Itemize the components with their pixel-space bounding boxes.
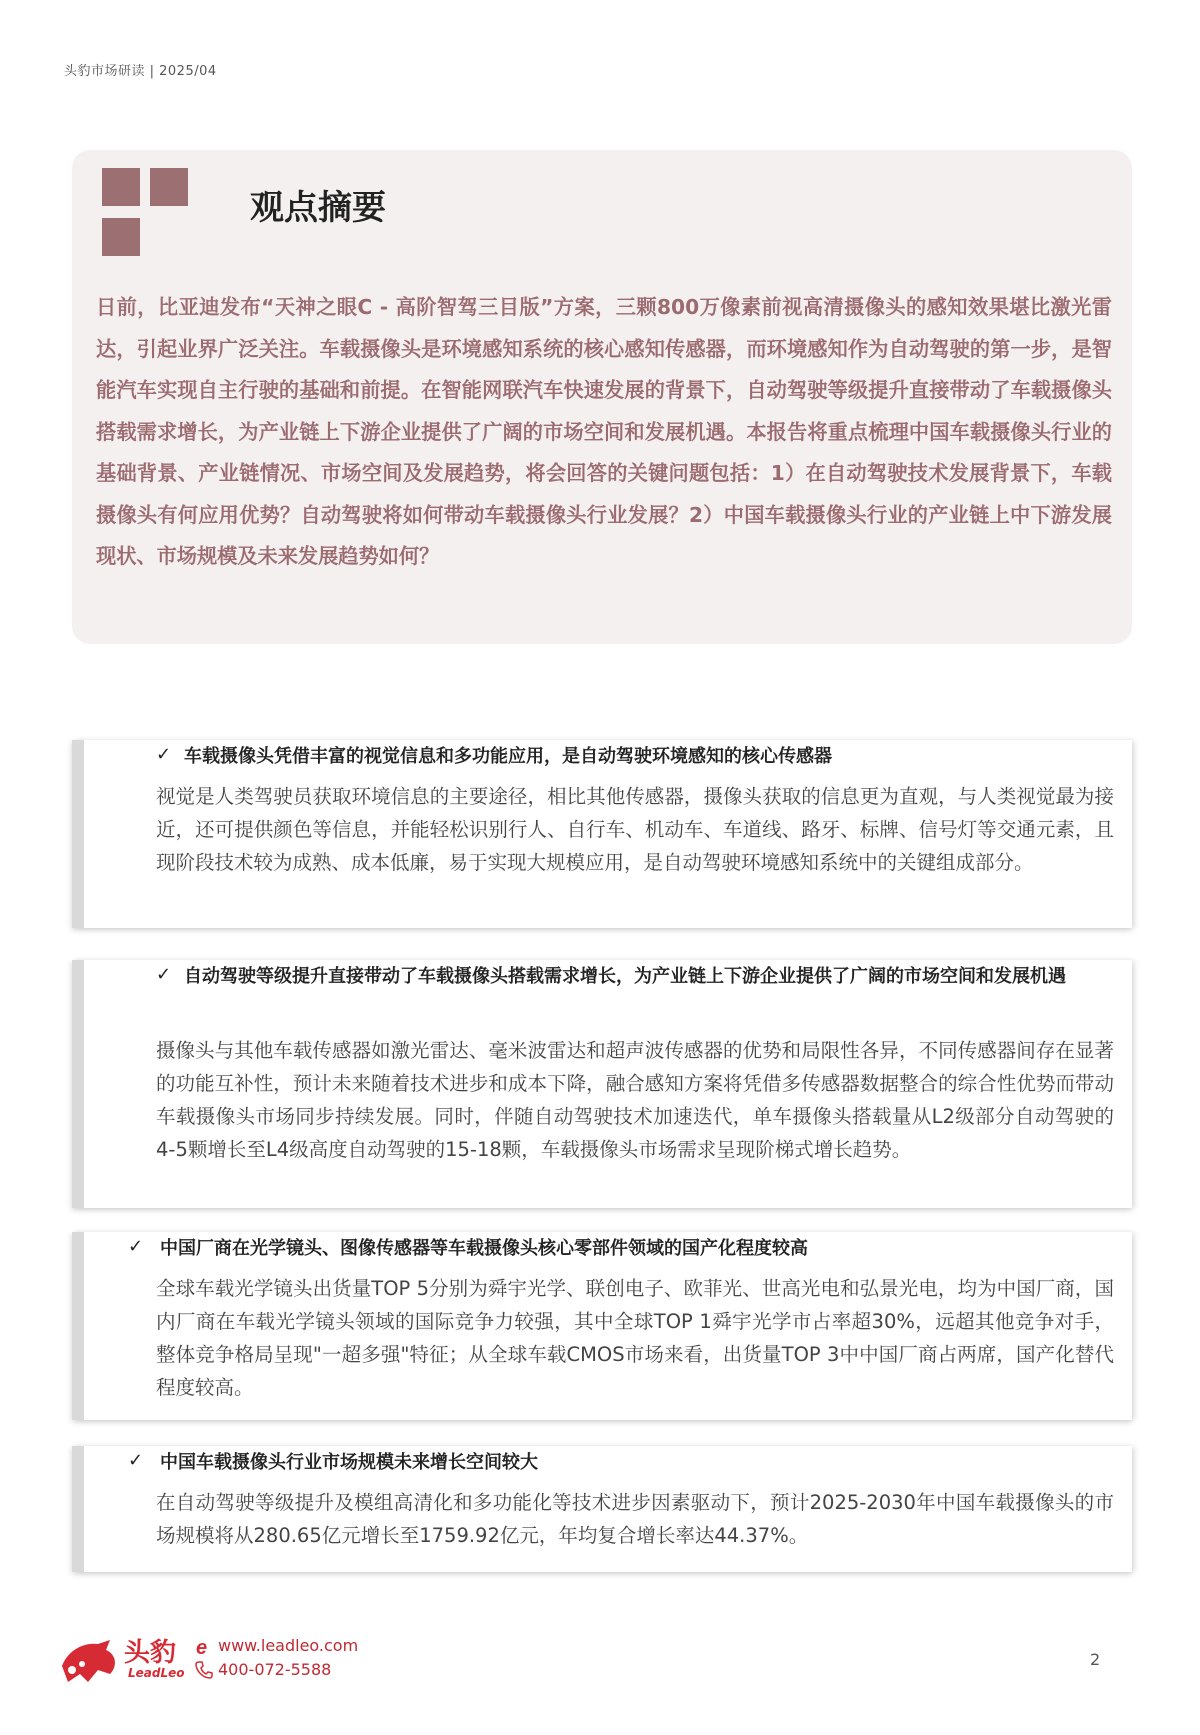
insight-card-4	[72, 1446, 1132, 1572]
check-icon: ✓	[128, 1450, 144, 1471]
card-title: 中国车载摄像头行业市场规模未来增长空间较大	[160, 1452, 538, 1473]
card-accent-bar	[72, 960, 84, 1208]
card-title: 自动驾驶等级提升直接带动了车载摄像头搭载需求增长，为产业链上下游企业提供了广阔的市场空间和发展机遇	[184, 966, 1066, 987]
insight-card-2	[72, 960, 1132, 1208]
card-body: 视觉是人类驾驶员获取环境信息的主要途径，相比其他传感器，摄像头获取的信息更为直观，与人类视觉最为接近，还可提供颜色等信息，并能轻松识别行人、自行车、机动车、车道线、路牙、标牌、信号灯等交通元素，且现阶段技术较为成熟、成本低廉，易于实现大规模应用，是自动驾驶环境感知系统中的关键组成部分。	[156, 785, 1114, 874]
card-accent-bar	[72, 740, 84, 928]
insight-card-1	[72, 740, 1132, 928]
website-link[interactable]: www.leadleo.com	[218, 1636, 359, 1655]
card-accent-bar	[72, 1232, 84, 1420]
insight-card-3	[72, 1232, 1132, 1420]
summary-title: 观点摘要	[250, 188, 386, 228]
decor-square	[102, 218, 140, 256]
card-body: 摄像头与其他车载传感器如激光雷达、毫米波雷达和超声波传感器的优势和局限性各异，不同传感器间存在显著的功能互补性，预计未来随着技术进步和成本下降，融合感知方案将凭借多传感器数据整合的综合性优势而带动车载摄像头市场同步持续发展。同时，伴随自动驾驶技术加速迭代，单车摄像头搭载量从L2级部分自动驾驶的4-5颗增长至L4级高度自动驾驶的15-18颗，车载摄像头市场需求呈现阶梯式增长趋势。	[156, 1039, 1114, 1161]
card-title: 车载摄像头凭借丰富的视觉信息和多功能应用，是自动驾驶环境感知的核心传感器	[184, 746, 832, 767]
card-title: 中国厂商在光学镜头、图像传感器等车载摄像头核心零部件领域的国产化程度较高	[160, 1238, 808, 1259]
brand-name-en: LeadLeo	[128, 1666, 185, 1680]
brand-name-cn: 头豹	[124, 1638, 177, 1668]
card-body: 全球车载光学镜头出货量TOP 5分别为舜宇光学、联创电子、欧菲光、世高光电和弘景光电，均为中国厂商，国内厂商在车载光学镜头领域的国际竞争力较强，其中全球TOP 1舜宇光学市占率超30%，远超其他竞争对手，整体竞争格局呈现"一超多强"特征；从全球车载CMOS市场来看，出货量TOP 3中中国厂商占两席，国产化替代程度较高。	[156, 1277, 1114, 1399]
svg-text:e: e	[196, 1637, 208, 1658]
decor-square	[102, 168, 140, 206]
summary-box	[72, 150, 1132, 644]
card-body: 在自动驾驶等级提升及模组高清化和多功能化等技术进步因素驱动下，预计2025-2030年中国车载摄像头的市场规模将从280.65亿元增长至1759.92亿元，年均复合增长率达44.37%。	[156, 1491, 1114, 1547]
page-number: 2	[1090, 1650, 1101, 1669]
phone-number: 400-072-5588	[218, 1660, 332, 1679]
check-icon: ✓	[156, 964, 172, 985]
phone-icon	[194, 1660, 214, 1680]
summary-body: 日前，比亚迪发布“天神之眼C - 高阶智驾三目版”方案，三颗800万像素前视高清摄像头的感知效果堪比激光雷达，引起业界广泛关注。车载摄像头是环境感知系统的核心感知传感器，而环境感知作为自动驾驶的第一步，是智能汽车实现自主行驶的基础和前提。在智能网联汽车快速发展的背景下，自动驾驶等级提升直接带动了车载摄像头搭载需求增长，为产业链上下游企业提供了广阔的市场空间和发展机遇。本报告将重点梳理中国车载摄像头行业的基础背景、产业链情况、市场空间及发展趋势，将会回答的关键问题包括：1）在自动驾驶技术发展背景下，车载摄像头有何应用优势？自动驾驶将如何带动车载摄像头行业发展？2）中国车载摄像头行业的产业链上中下游发展现状、市场规模及未来发展趋势如何？	[96, 295, 1112, 568]
web-e-icon	[194, 1636, 218, 1658]
decor-square	[150, 168, 188, 206]
check-icon: ✓	[156, 744, 172, 765]
card-accent-bar	[72, 1446, 84, 1572]
check-icon: ✓	[128, 1236, 144, 1257]
leopard-logo-icon	[58, 1636, 120, 1688]
header-text: 头豹市场研读 | 2025/04	[64, 64, 217, 79]
